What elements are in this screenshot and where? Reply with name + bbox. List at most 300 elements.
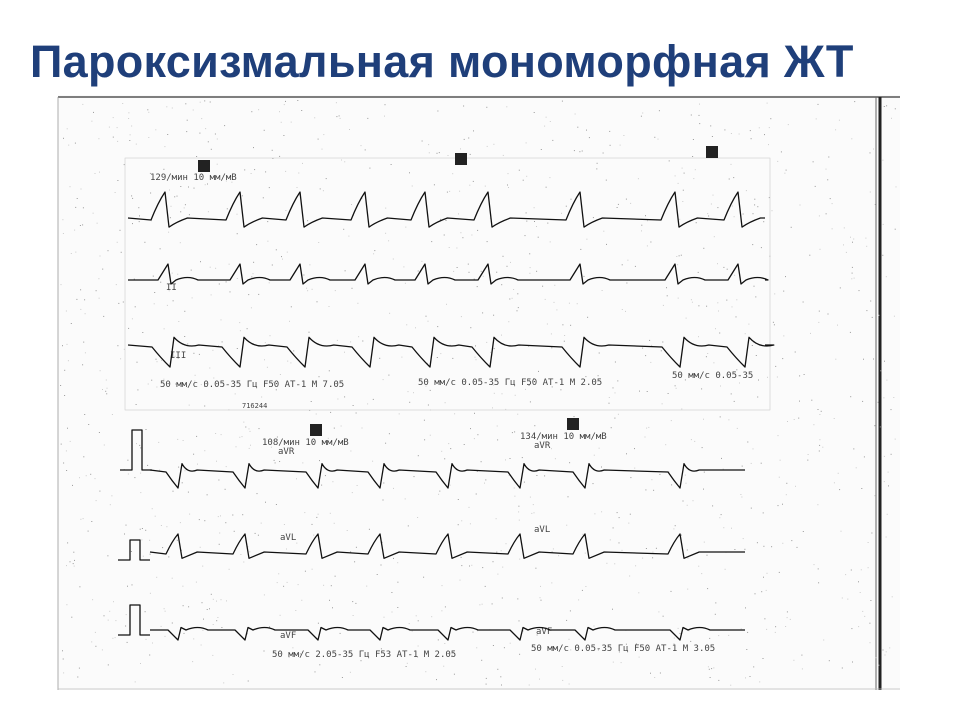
noise-dot — [344, 396, 345, 397]
noise-dot — [180, 242, 181, 243]
noise-dot — [436, 679, 437, 680]
noise-dot — [680, 633, 681, 634]
noise-dot — [593, 483, 594, 484]
noise-dot — [204, 450, 205, 451]
noise-dot — [835, 129, 836, 130]
noise-dot — [408, 525, 409, 526]
noise-dot — [609, 403, 610, 404]
noise-dot — [373, 253, 374, 254]
noise-dot — [698, 566, 699, 567]
noise-dot — [418, 620, 419, 621]
noise-dot — [782, 543, 783, 544]
noise-dot — [279, 156, 280, 157]
noise-dot — [647, 220, 648, 221]
noise-dot — [684, 173, 685, 174]
noise-dot — [820, 249, 821, 250]
noise-dot — [645, 437, 646, 438]
noise-dot — [701, 573, 702, 574]
noise-dot — [517, 293, 518, 294]
lead-label: aVL — [280, 533, 297, 543]
noise-dot — [553, 548, 554, 549]
noise-dot — [200, 547, 201, 548]
noise-dot — [258, 535, 259, 536]
noise-dot — [891, 454, 892, 455]
noise-dot — [143, 556, 144, 557]
noise-dot — [721, 458, 722, 459]
noise-dot — [645, 489, 646, 490]
noise-dot — [99, 491, 100, 492]
noise-dot — [445, 402, 446, 403]
noise-dot — [854, 278, 855, 279]
noise-dot — [517, 310, 518, 311]
noise-dot — [261, 523, 262, 524]
noise-dot — [83, 456, 84, 457]
noise-dot — [249, 448, 250, 449]
noise-dot — [434, 184, 435, 185]
noise-dot — [135, 306, 136, 307]
noise-dot — [149, 540, 150, 541]
noise-dot — [461, 316, 462, 317]
lead-label: aVF — [280, 631, 297, 641]
noise-dot — [212, 350, 213, 351]
noise-dot — [82, 224, 83, 225]
noise-dot — [551, 333, 552, 334]
noise-dot — [168, 232, 169, 233]
noise-dot — [115, 637, 116, 638]
noise-dot — [240, 554, 241, 555]
noise-dot — [790, 619, 791, 620]
noise-dot — [477, 434, 478, 435]
noise-dot — [754, 204, 755, 205]
noise-dot — [870, 642, 871, 643]
noise-dot — [718, 635, 719, 636]
noise-dot — [269, 626, 270, 627]
noise-dot — [287, 361, 288, 362]
noise-dot — [519, 520, 520, 521]
noise-dot — [186, 131, 187, 132]
noise-dot — [731, 133, 732, 134]
noise-dot — [485, 186, 486, 187]
noise-dot — [896, 186, 897, 187]
noise-dot — [108, 250, 109, 251]
noise-dot — [468, 138, 469, 139]
noise-dot — [158, 442, 159, 443]
noise-dot — [437, 357, 438, 358]
noise-dot — [276, 504, 277, 505]
noise-dot — [248, 294, 249, 295]
noise-dot — [540, 586, 541, 587]
noise-dot — [736, 299, 737, 300]
noise-dot — [171, 206, 172, 207]
noise-dot — [510, 458, 511, 459]
noise-dot — [337, 399, 338, 400]
noise-dot — [891, 118, 892, 119]
noise-dot — [296, 478, 297, 479]
noise-dot — [200, 261, 201, 262]
noise-dot — [218, 516, 219, 517]
noise-dot — [832, 228, 833, 229]
noise-dot — [786, 170, 787, 171]
noise-dot — [653, 490, 654, 491]
noise-dot — [761, 247, 762, 248]
noise-dot — [213, 624, 214, 625]
noise-dot — [177, 274, 178, 275]
noise-dot — [506, 543, 507, 544]
noise-dot — [215, 134, 216, 135]
noise-dot — [102, 269, 103, 270]
noise-dot — [574, 416, 575, 417]
noise-dot — [723, 267, 724, 268]
noise-dot — [156, 359, 157, 360]
noise-dot — [712, 505, 713, 506]
noise-dot — [865, 238, 866, 239]
noise-dot — [613, 387, 614, 388]
noise-dot — [571, 199, 572, 200]
noise-dot — [610, 539, 611, 540]
noise-dot — [615, 362, 616, 363]
noise-dot — [766, 590, 767, 591]
noise-dot — [71, 253, 72, 254]
noise-dot — [193, 353, 194, 354]
noise-dot — [439, 152, 440, 153]
noise-dot — [834, 418, 835, 419]
noise-dot — [506, 106, 507, 107]
noise-dot — [264, 130, 265, 131]
noise-dot — [809, 255, 810, 256]
noise-dot — [63, 138, 64, 139]
noise-dot — [128, 118, 129, 119]
noise-dot — [256, 244, 257, 245]
noise-dot — [713, 362, 714, 363]
noise-dot — [139, 445, 140, 446]
noise-dot — [296, 543, 297, 544]
noise-dot — [166, 526, 167, 527]
noise-dot — [100, 370, 101, 371]
noise-dot — [711, 204, 712, 205]
noise-dot — [62, 345, 63, 346]
noise-dot — [258, 109, 259, 110]
noise-dot — [676, 256, 677, 257]
noise-dot — [397, 582, 398, 583]
noise-dot — [139, 221, 140, 222]
noise-dot — [708, 666, 709, 667]
noise-dot — [318, 623, 319, 624]
noise-dot — [721, 514, 722, 515]
noise-dot — [541, 600, 542, 601]
noise-dot — [683, 501, 684, 502]
noise-dot — [67, 542, 68, 543]
noise-dot — [601, 511, 602, 512]
noise-dot — [409, 623, 410, 624]
noise-dot — [840, 287, 841, 288]
noise-dot — [717, 263, 718, 264]
noise-dot — [862, 401, 863, 402]
noise-dot — [781, 151, 782, 152]
noise-dot — [90, 474, 91, 475]
noise-dot — [237, 233, 238, 234]
noise-dot — [207, 494, 208, 495]
noise-dot — [570, 325, 571, 326]
noise-dot — [819, 414, 820, 415]
noise-dot — [99, 172, 100, 173]
noise-dot — [728, 635, 729, 636]
noise-dot — [229, 569, 230, 570]
noise-dot — [477, 230, 478, 231]
noise-dot — [473, 632, 474, 633]
noise-dot — [839, 489, 840, 490]
noise-dot — [693, 178, 694, 179]
noise-dot — [112, 638, 113, 639]
noise-dot — [873, 149, 874, 150]
noise-dot — [61, 284, 62, 285]
noise-dot — [739, 134, 740, 135]
noise-dot — [619, 517, 620, 518]
noise-dot — [895, 108, 896, 109]
noise-dot — [728, 419, 729, 420]
noise-dot — [482, 604, 483, 605]
noise-dot — [230, 291, 231, 292]
noise-dot — [462, 237, 463, 238]
noise-dot — [551, 448, 552, 449]
noise-dot — [513, 289, 514, 290]
noise-dot — [155, 129, 156, 130]
noise-dot — [745, 677, 746, 678]
noise-dot — [439, 491, 440, 492]
noise-dot — [773, 322, 774, 323]
noise-dot — [756, 355, 757, 356]
noise-dot — [486, 342, 487, 343]
noise-dot — [392, 612, 393, 613]
noise-dot — [367, 118, 368, 119]
top-footer-label-3: 50 мм/с 0.05-35 — [672, 371, 754, 381]
noise-dot — [717, 207, 718, 208]
noise-dot — [813, 424, 814, 425]
noise-dot — [312, 569, 313, 570]
noise-dot — [783, 291, 784, 292]
noise-dot — [332, 481, 333, 482]
noise-dot — [594, 455, 595, 456]
noise-dot — [679, 219, 680, 220]
noise-dot — [508, 187, 509, 188]
noise-dot — [871, 533, 872, 534]
noise-dot — [172, 623, 173, 624]
noise-dot — [148, 137, 149, 138]
noise-dot — [469, 507, 470, 508]
noise-dot — [727, 269, 728, 270]
noise-dot — [309, 332, 310, 333]
noise-dot — [470, 428, 471, 429]
noise-dot — [131, 195, 132, 196]
noise-dot — [714, 236, 715, 237]
noise-dot — [99, 432, 100, 433]
noise-dot — [761, 463, 762, 464]
noise-dot — [334, 428, 335, 429]
noise-dot — [298, 584, 299, 585]
noise-dot — [66, 604, 67, 605]
noise-dot — [172, 273, 173, 274]
noise-dot — [518, 506, 519, 507]
noise-dot — [126, 614, 127, 615]
noise-dot — [536, 226, 537, 227]
noise-dot — [659, 474, 660, 475]
noise-dot — [758, 380, 759, 381]
noise-dot — [791, 227, 792, 228]
noise-dot — [280, 615, 281, 616]
noise-dot — [412, 631, 413, 632]
noise-dot — [106, 393, 107, 394]
noise-dot — [350, 341, 351, 342]
noise-dot — [421, 261, 422, 262]
noise-dot — [330, 513, 331, 514]
noise-dot — [224, 125, 225, 126]
noise-dot — [151, 380, 152, 381]
noise-dot — [740, 494, 741, 495]
noise-dot — [675, 525, 676, 526]
noise-dot — [169, 190, 170, 191]
noise-dot — [388, 375, 389, 376]
noise-dot — [242, 436, 243, 437]
noise-dot — [369, 529, 370, 530]
noise-dot — [222, 341, 223, 342]
noise-dot — [75, 143, 76, 144]
noise-dot — [269, 282, 270, 283]
noise-dot — [547, 324, 548, 325]
noise-dot — [799, 401, 800, 402]
noise-dot — [876, 657, 877, 658]
noise-dot — [882, 160, 883, 161]
noise-dot — [883, 650, 884, 651]
noise-dot — [846, 252, 847, 253]
noise-dot — [528, 346, 529, 347]
noise-dot — [763, 658, 764, 659]
noise-dot — [103, 316, 104, 317]
noise-dot — [617, 207, 618, 208]
noise-dot — [586, 130, 587, 131]
noise-dot — [141, 539, 142, 540]
noise-dot — [718, 311, 719, 312]
noise-dot — [251, 111, 252, 112]
noise-dot — [768, 144, 769, 145]
noise-dot — [675, 385, 676, 386]
noise-dot — [883, 224, 884, 225]
noise-dot — [279, 111, 280, 112]
noise-dot — [348, 236, 349, 237]
noise-dot — [79, 477, 80, 478]
noise-dot — [606, 563, 607, 564]
noise-dot — [514, 496, 515, 497]
noise-dot — [609, 397, 610, 398]
noise-dot — [842, 668, 843, 669]
noise-dot — [312, 289, 313, 290]
noise-dot — [243, 422, 244, 423]
noise-dot — [113, 137, 114, 138]
noise-dot — [357, 303, 358, 304]
noise-dot — [816, 118, 817, 119]
noise-dot — [726, 300, 727, 301]
noise-dot — [297, 100, 298, 101]
top-header-label: 129/мин 10 мм/мВ — [150, 173, 237, 183]
noise-dot — [449, 191, 450, 192]
noise-dot — [446, 220, 447, 221]
noise-dot — [264, 359, 265, 360]
noise-dot — [598, 375, 599, 376]
noise-dot — [733, 177, 734, 178]
noise-dot — [470, 327, 471, 328]
noise-dot — [851, 278, 852, 279]
noise-dot — [493, 315, 494, 316]
noise-dot — [875, 204, 876, 205]
noise-dot — [60, 385, 61, 386]
noise-dot — [422, 141, 423, 142]
noise-dot — [851, 138, 852, 139]
noise-dot — [540, 597, 541, 598]
noise-dot — [286, 549, 287, 550]
noise-dot — [403, 266, 404, 267]
noise-dot — [211, 294, 212, 295]
ecg-paper — [58, 95, 900, 690]
noise-dot — [645, 215, 646, 216]
noise-dot — [345, 270, 346, 271]
noise-dot — [531, 513, 532, 514]
noise-dot — [275, 462, 276, 463]
noise-dot — [372, 461, 373, 462]
noise-dot — [497, 439, 498, 440]
noise-dot — [88, 424, 89, 425]
noise-dot — [358, 336, 359, 337]
noise-dot — [737, 428, 738, 429]
noise-dot — [691, 299, 692, 300]
noise-dot — [838, 473, 839, 474]
noise-dot — [204, 406, 205, 407]
noise-dot — [128, 328, 129, 329]
noise-dot — [188, 187, 189, 188]
noise-dot — [147, 465, 148, 466]
noise-dot — [788, 124, 789, 125]
noise-dot — [102, 389, 103, 390]
noise-dot — [811, 400, 812, 401]
noise-dot — [184, 311, 185, 312]
noise-dot — [710, 125, 711, 126]
noise-dot — [575, 114, 576, 115]
noise-dot — [316, 414, 317, 415]
noise-dot — [593, 217, 594, 218]
noise-dot — [888, 472, 889, 473]
noise-dot — [594, 626, 595, 627]
noise-dot — [794, 419, 795, 420]
noise-dot — [830, 198, 831, 199]
noise-dot — [667, 295, 668, 296]
noise-dot — [757, 206, 758, 207]
noise-dot — [200, 102, 201, 103]
noise-dot — [470, 154, 471, 155]
noise-dot — [813, 161, 814, 162]
noise-dot — [301, 110, 302, 111]
noise-dot — [199, 354, 200, 355]
noise-dot — [281, 256, 282, 257]
noise-dot — [249, 428, 250, 429]
noise-dot — [850, 237, 851, 238]
noise-dot — [587, 317, 588, 318]
noise-dot — [864, 456, 865, 457]
noise-dot — [208, 141, 209, 142]
noise-dot — [659, 110, 660, 111]
noise-dot — [649, 340, 650, 341]
noise-dot — [803, 531, 804, 532]
noise-dot — [148, 384, 149, 385]
noise-dot — [430, 435, 431, 436]
noise-dot — [804, 374, 805, 375]
noise-dot — [534, 221, 535, 222]
